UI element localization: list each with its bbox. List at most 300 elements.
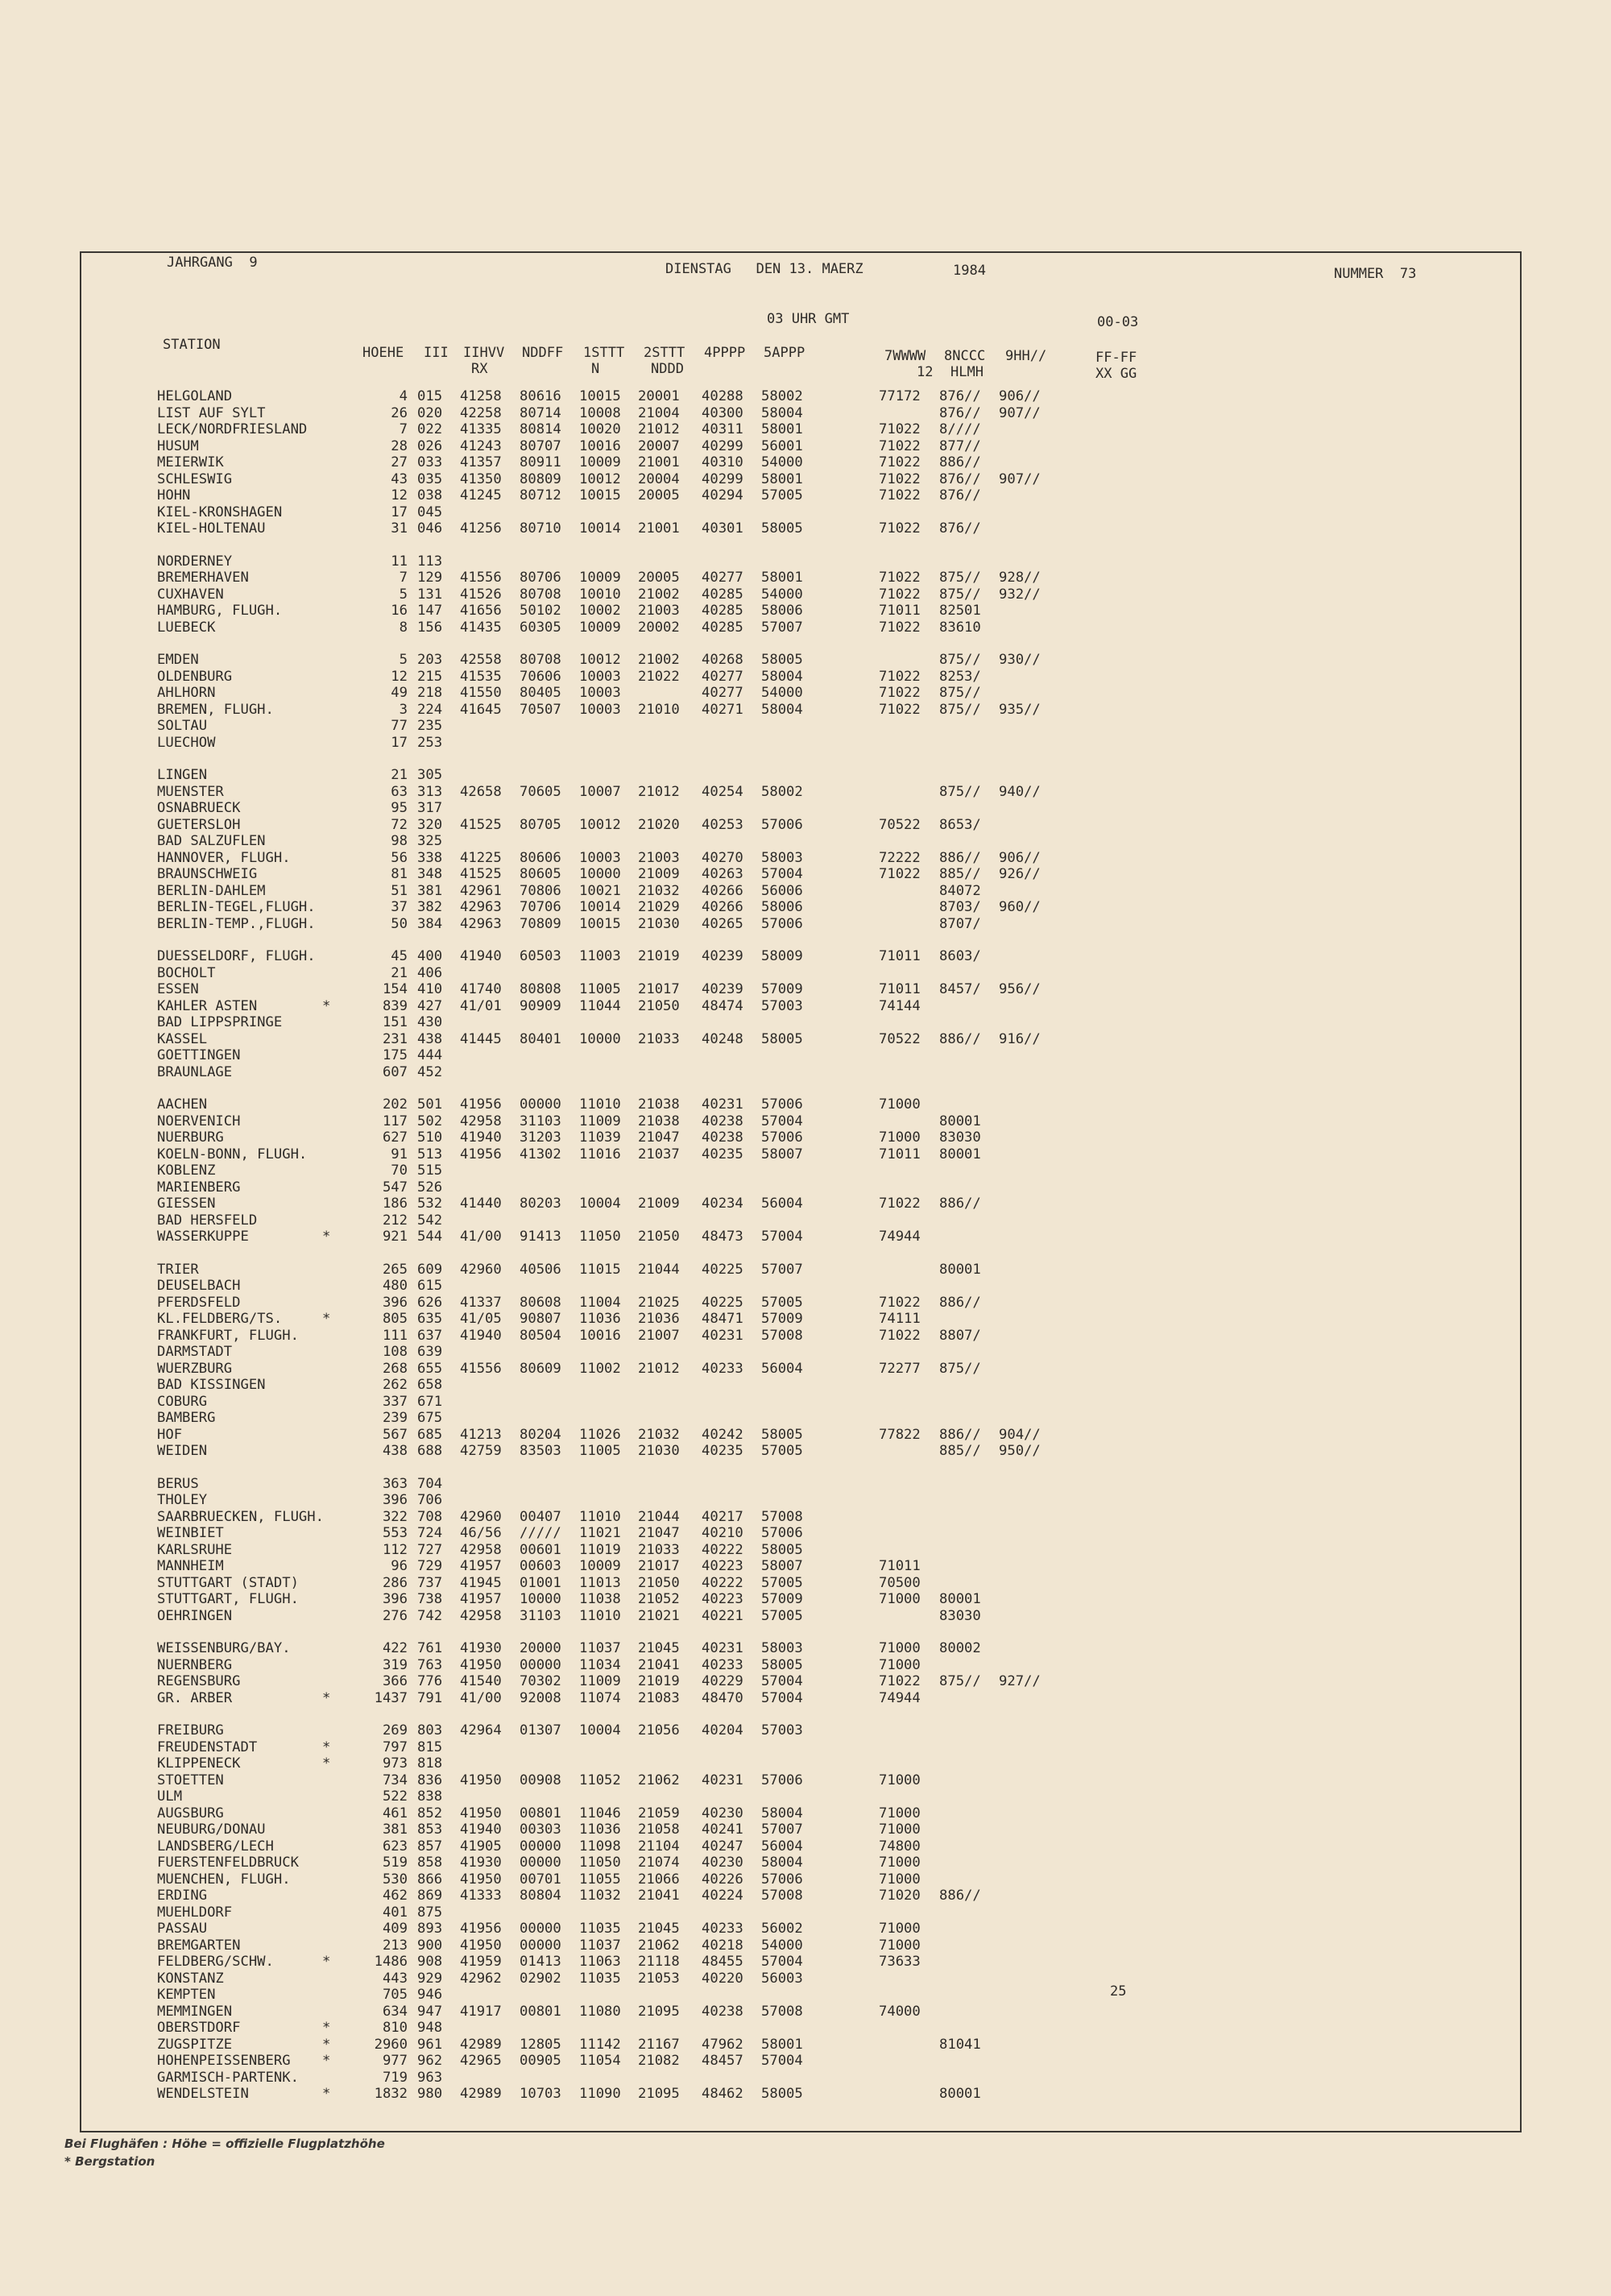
code-group-g4: 21033 bbox=[638, 1030, 680, 1047]
code-group-g1: 41956 bbox=[460, 1146, 502, 1163]
station-index: 501 bbox=[417, 1096, 443, 1113]
station-name: DARMSTADT bbox=[157, 1344, 233, 1360]
table-row bbox=[0, 553, 1611, 570]
table-row bbox=[0, 1443, 1611, 1459]
code-group-g2: 00801 bbox=[520, 1805, 561, 1821]
code-group-g2: 00000 bbox=[520, 1921, 561, 1937]
code-group-g6: 57005 bbox=[761, 487, 803, 504]
code-group-g2: 00603 bbox=[520, 1558, 561, 1574]
code-group-g4: 21062 bbox=[638, 1772, 680, 1788]
mountain-station-mark: * bbox=[322, 1954, 331, 1970]
code-group-g4: 21037 bbox=[638, 1146, 680, 1163]
code-group-g5: 40231 bbox=[702, 1772, 743, 1788]
code-group-g5: 48455 bbox=[702, 1954, 743, 1970]
code-group-g8: 886// bbox=[939, 849, 981, 866]
station-height: 276 bbox=[382, 1607, 408, 1624]
station-index: 022 bbox=[417, 421, 443, 437]
station-index: 026 bbox=[417, 437, 443, 454]
code-group-g3: 11074 bbox=[579, 1689, 621, 1706]
station-index: 776 bbox=[417, 1673, 443, 1689]
col-station: STATION bbox=[163, 337, 221, 353]
code-group-g7: 71022 bbox=[879, 866, 921, 882]
code-group-g3: 10020 bbox=[579, 421, 621, 437]
station-height: 3 bbox=[399, 701, 408, 718]
station-height: 2960 bbox=[374, 2036, 408, 2053]
station-index: 708 bbox=[417, 1508, 443, 1525]
code-group-g6: 56006 bbox=[761, 882, 803, 899]
code-group-g4: 21001 bbox=[638, 520, 680, 537]
station-name: PASSAU bbox=[157, 1921, 208, 1937]
code-group-g6: 57005 bbox=[761, 1574, 803, 1591]
code-group-g2: 80714 bbox=[520, 404, 561, 421]
station-index: 963 bbox=[417, 2069, 443, 2086]
code-group-g3: 11038 bbox=[579, 1591, 621, 1607]
code-group-g2: 01413 bbox=[520, 1954, 561, 1970]
code-group-g6: 57004 bbox=[761, 1229, 803, 1245]
col-iii: III bbox=[424, 345, 449, 361]
code-group-g4: 21104 bbox=[638, 1838, 680, 1855]
station-index: 838 bbox=[417, 1788, 443, 1805]
code-group-g2: 00905 bbox=[520, 2053, 561, 2069]
table-row bbox=[0, 504, 1611, 520]
volume-label: JAHRGANG 9 bbox=[167, 255, 258, 271]
table-row bbox=[0, 965, 1611, 981]
code-group-g4: 21050 bbox=[638, 1574, 680, 1591]
code-group-g5: 40229 bbox=[702, 1673, 743, 1689]
station-name: ZUGSPITZE bbox=[157, 2036, 233, 2053]
code-group-g2: 80401 bbox=[520, 1030, 561, 1047]
code-group-g4: 21002 bbox=[638, 652, 680, 668]
col-4pppp: 4PPPP bbox=[704, 345, 746, 361]
code-group-g1: 42962 bbox=[460, 1970, 502, 1987]
code-group-g7: 71000 bbox=[879, 1772, 921, 1788]
table-row bbox=[0, 1146, 1611, 1163]
code-group-g7: 71022 bbox=[879, 668, 921, 685]
station-index: 724 bbox=[417, 1525, 443, 1541]
table-row bbox=[0, 833, 1611, 849]
code-group-g1: 42963 bbox=[460, 899, 502, 915]
station-index: 763 bbox=[417, 1656, 443, 1673]
station-index: 869 bbox=[417, 1888, 443, 1904]
table-row bbox=[0, 487, 1611, 504]
code-group-g5: 40223 bbox=[702, 1591, 743, 1607]
code-group-g2: 40506 bbox=[520, 1261, 561, 1278]
code-group-g3: 11037 bbox=[579, 1640, 621, 1656]
code-group-g4: 21038 bbox=[638, 1096, 680, 1113]
code-group-g7: 71000 bbox=[879, 1855, 921, 1871]
station-height: 443 bbox=[382, 1970, 408, 1987]
code-group-g4: 20002 bbox=[638, 619, 680, 636]
table-row bbox=[0, 1509, 1611, 1525]
table-row bbox=[0, 1788, 1611, 1805]
station-name: LINGEN bbox=[157, 767, 208, 783]
table-row bbox=[0, 1971, 1611, 1987]
code-group-g5: 40301 bbox=[702, 520, 743, 537]
station-name: GUETERSLOH bbox=[157, 816, 241, 833]
code-group-g5: 48471 bbox=[702, 1311, 743, 1327]
station-height: 607 bbox=[382, 1063, 408, 1080]
station-height: 27 bbox=[391, 454, 408, 470]
mountain-station-mark: * bbox=[322, 1311, 331, 1327]
code-group-g1: 42558 bbox=[460, 652, 502, 668]
col-hoehe: HOEHE bbox=[362, 345, 404, 361]
code-group-g2: 80405 bbox=[520, 685, 561, 701]
station-name: MUENCHEN, FLUGH. bbox=[157, 1871, 291, 1888]
code-group-g5: 40235 bbox=[702, 1443, 743, 1459]
code-group-g2: 00908 bbox=[520, 1772, 561, 1788]
code-group-g2: 80712 bbox=[520, 487, 561, 504]
station-index: 836 bbox=[417, 1772, 443, 1788]
station-height: 623 bbox=[382, 1838, 408, 1855]
station-index: 235 bbox=[417, 718, 443, 734]
code-group-g2: 80504 bbox=[520, 1327, 561, 1344]
code-group-g5: 40221 bbox=[702, 1607, 743, 1624]
code-group-g2: 80705 bbox=[520, 816, 561, 833]
station-name: NUERBURG bbox=[157, 1129, 224, 1146]
code-group-g1: 42961 bbox=[460, 882, 502, 899]
code-group-g6: 58005 bbox=[761, 520, 803, 537]
code-group-g6: 56004 bbox=[761, 1838, 803, 1855]
code-group-g4: 20004 bbox=[638, 470, 680, 487]
station-name: BOCHOLT bbox=[157, 964, 216, 981]
code-group-g4: 20001 bbox=[638, 388, 680, 404]
code-group-g6: 57004 bbox=[761, 1954, 803, 1970]
code-group-g1: 41556 bbox=[460, 1360, 502, 1377]
station-index: 515 bbox=[417, 1163, 443, 1179]
code-group-g2: 80707 bbox=[520, 437, 561, 454]
code-group-g4: 21017 bbox=[638, 981, 680, 997]
code-group-g6: 58007 bbox=[761, 1146, 803, 1163]
station-height: 95 bbox=[391, 800, 408, 816]
station-height: 51 bbox=[391, 882, 408, 899]
code-group-g6: 57005 bbox=[761, 1607, 803, 1624]
code-group-g1: 41540 bbox=[460, 1673, 502, 1689]
station-height: 117 bbox=[382, 1113, 408, 1129]
code-group-g8: 886// bbox=[939, 1426, 981, 1443]
table-row bbox=[0, 1344, 1611, 1360]
station-height: 5 bbox=[399, 652, 408, 668]
station-height: 16 bbox=[391, 603, 408, 619]
station-index: 131 bbox=[417, 586, 443, 603]
table-row bbox=[0, 1739, 1611, 1755]
code-group-g9: 935// bbox=[999, 701, 1041, 718]
station-height: 719 bbox=[382, 2069, 408, 2086]
code-group-g6: 58004 bbox=[761, 668, 803, 685]
code-group-g6: 57004 bbox=[761, 1113, 803, 1129]
code-group-g7: 71022 bbox=[879, 1673, 921, 1689]
code-group-g5: 40231 bbox=[702, 1096, 743, 1113]
code-group-g8: 885// bbox=[939, 1443, 981, 1459]
station-index: 908 bbox=[417, 1954, 443, 1970]
table-row bbox=[0, 784, 1611, 800]
station-height: 21 bbox=[391, 964, 408, 981]
code-group-g2: 60305 bbox=[520, 619, 561, 636]
station-height: 462 bbox=[382, 1888, 408, 1904]
code-group-g1: 41950 bbox=[460, 1805, 502, 1821]
station-height: 49 bbox=[391, 685, 408, 701]
code-group-g7: 74144 bbox=[879, 997, 921, 1014]
code-group-g9: 956// bbox=[999, 981, 1041, 997]
code-group-g7: 71022 bbox=[879, 570, 921, 586]
col-iihvv: IIHVV bbox=[463, 345, 505, 361]
code-group-g6: 57008 bbox=[761, 1508, 803, 1525]
station-index: 858 bbox=[417, 1855, 443, 1871]
code-group-g6: 58001 bbox=[761, 570, 803, 586]
code-group-g1: 41556 bbox=[460, 570, 502, 586]
station-index: 406 bbox=[417, 964, 443, 981]
code-group-g2: 41302 bbox=[520, 1146, 561, 1163]
code-group-g5: 40225 bbox=[702, 1294, 743, 1311]
code-group-g3: 11009 bbox=[579, 1113, 621, 1129]
code-group-g5: 40220 bbox=[702, 1970, 743, 1987]
code-group-g5: 40225 bbox=[702, 1261, 743, 1278]
code-group-g2: 00000 bbox=[520, 1855, 561, 1871]
station-height: 154 bbox=[382, 981, 408, 997]
year-label: 1984 bbox=[953, 263, 986, 279]
code-group-g6: 57005 bbox=[761, 1294, 803, 1311]
station-height: 530 bbox=[382, 1871, 408, 1888]
code-group-g5: 40231 bbox=[702, 1640, 743, 1656]
code-group-g5: 40226 bbox=[702, 1871, 743, 1888]
code-group-g6: 58005 bbox=[761, 2086, 803, 2102]
station-name: OBERSTDORF bbox=[157, 2020, 241, 2036]
code-group-g3: 10009 bbox=[579, 619, 621, 636]
code-group-g4: 21056 bbox=[638, 1722, 680, 1739]
station-height: 98 bbox=[391, 833, 408, 849]
table-row bbox=[0, 1904, 1611, 1921]
table-row bbox=[0, 1525, 1611, 1541]
code-group-g3: 11021 bbox=[579, 1525, 621, 1541]
code-group-g6: 57004 bbox=[761, 2053, 803, 2069]
station-height: 396 bbox=[382, 1492, 408, 1508]
station-height: 213 bbox=[382, 1937, 408, 1954]
station-index: 224 bbox=[417, 701, 443, 718]
station-height: 50 bbox=[391, 915, 408, 932]
code-group-g2: 80911 bbox=[520, 454, 561, 470]
code-group-g3: 11037 bbox=[579, 1937, 621, 1954]
code-group-g7: 71022 bbox=[879, 421, 921, 437]
station-name: MANNHEIM bbox=[157, 1558, 224, 1574]
station-height: 480 bbox=[382, 1278, 408, 1294]
code-group-g5: 47962 bbox=[702, 2036, 743, 2053]
station-name: HANNOVER, FLUGH. bbox=[157, 849, 291, 866]
code-group-g4: 21044 bbox=[638, 1261, 680, 1278]
code-group-g6: 54000 bbox=[761, 586, 803, 603]
station-name: KEMPTEN bbox=[157, 1987, 216, 2003]
station-height: 319 bbox=[382, 1656, 408, 1673]
code-group-g2: 80708 bbox=[520, 652, 561, 668]
code-group-g6: 58001 bbox=[761, 470, 803, 487]
station-index: 866 bbox=[417, 1871, 443, 1888]
code-group-g5: 40233 bbox=[702, 1360, 743, 1377]
station-name: BRAUNLAGE bbox=[157, 1063, 233, 1080]
code-group-g3: 11015 bbox=[579, 1261, 621, 1278]
station-height: 186 bbox=[382, 1196, 408, 1212]
code-group-g7: 71000 bbox=[879, 1871, 921, 1888]
station-index: 761 bbox=[417, 1640, 443, 1656]
code-group-g4: 21045 bbox=[638, 1921, 680, 1937]
table-row bbox=[0, 620, 1611, 636]
code-group-g1: 41243 bbox=[460, 437, 502, 454]
code-group-g6: 58007 bbox=[761, 1558, 803, 1574]
table-row bbox=[0, 1410, 1611, 1426]
code-group-g2: 00407 bbox=[520, 1508, 561, 1525]
code-group-g1: 42989 bbox=[460, 2086, 502, 2102]
code-group-g3: 11032 bbox=[579, 1888, 621, 1904]
code-group-g1: 41940 bbox=[460, 1821, 502, 1838]
code-group-g6: 57003 bbox=[761, 1722, 803, 1739]
station-name: FREUDENSTADT bbox=[157, 1739, 258, 1755]
code-group-g2: 00000 bbox=[520, 1656, 561, 1673]
station-height: 212 bbox=[382, 1212, 408, 1229]
code-group-g7: 77172 bbox=[879, 388, 921, 404]
code-group-g5: 48457 bbox=[702, 2053, 743, 2069]
code-group-g6: 58006 bbox=[761, 603, 803, 619]
code-group-g7: 71000 bbox=[879, 1921, 921, 1937]
code-group-g1: 41245 bbox=[460, 487, 502, 504]
station-height: 627 bbox=[382, 1129, 408, 1146]
station-index: 637 bbox=[417, 1327, 443, 1344]
code-group-g5: 40248 bbox=[702, 1030, 743, 1047]
station-height: 17 bbox=[391, 734, 408, 751]
mountain-station-mark: * bbox=[322, 2020, 331, 2036]
table-row bbox=[0, 1954, 1611, 1970]
code-group-g4: 21004 bbox=[638, 404, 680, 421]
table-row bbox=[0, 1047, 1611, 1063]
station-name: WEIDEN bbox=[157, 1443, 208, 1459]
table-row bbox=[0, 1542, 1611, 1558]
station-height: 28 bbox=[391, 437, 408, 454]
code-group-g1: 41956 bbox=[460, 1921, 502, 1937]
col-ff-ff-sub: XX GG bbox=[1095, 366, 1137, 382]
station-index: 893 bbox=[417, 1921, 443, 1937]
station-index: 348 bbox=[417, 866, 443, 882]
code-group-g5: 40266 bbox=[702, 899, 743, 915]
station-index: 818 bbox=[417, 1755, 443, 1772]
code-group-g9: 926// bbox=[999, 866, 1041, 882]
code-group-g6: 56001 bbox=[761, 437, 803, 454]
code-group-g3: 10000 bbox=[579, 1030, 621, 1047]
station-name: STUTTGART (STADT) bbox=[157, 1574, 299, 1591]
station-name: HUSUM bbox=[157, 437, 199, 454]
code-group-g1: 41333 bbox=[460, 1888, 502, 1904]
code-group-g4: 21021 bbox=[638, 1607, 680, 1624]
station-name: HAMBURG, FLUGH. bbox=[157, 603, 283, 619]
code-group-g6: 57004 bbox=[761, 1689, 803, 1706]
code-group-g8: 875// bbox=[939, 652, 981, 668]
table-row bbox=[0, 1987, 1611, 2003]
code-group-g6: 54000 bbox=[761, 685, 803, 701]
table-row bbox=[0, 520, 1611, 537]
code-group-g5: 48474 bbox=[702, 997, 743, 1014]
code-group-g6: 58004 bbox=[761, 1805, 803, 1821]
table-row bbox=[0, 1361, 1611, 1377]
code-group-g8: 877// bbox=[939, 437, 981, 454]
code-group-g1: 41956 bbox=[460, 1096, 502, 1113]
station-name: SCHLESWIG bbox=[157, 470, 233, 487]
station-height: 422 bbox=[382, 1640, 408, 1656]
code-group-g9: 960// bbox=[999, 899, 1041, 915]
station-index: 320 bbox=[417, 816, 443, 833]
code-group-g5: 48462 bbox=[702, 2086, 743, 2102]
station-name: KLIPPENECK bbox=[157, 1755, 241, 1772]
code-group-g5: 40204 bbox=[702, 1722, 743, 1739]
code-group-g2: 80708 bbox=[520, 586, 561, 603]
code-group-g1: 41/01 bbox=[460, 997, 502, 1014]
table-row bbox=[0, 669, 1611, 685]
code-group-g6: 57007 bbox=[761, 619, 803, 636]
code-group-g8: 80001 bbox=[939, 1113, 981, 1129]
code-group-g8: 876// bbox=[939, 470, 981, 487]
code-group-g9: 916// bbox=[999, 1030, 1041, 1047]
code-group-g8: 886// bbox=[939, 1030, 981, 1047]
station-name: BERLIN-DAHLEM bbox=[157, 882, 266, 899]
station-height: 5 bbox=[399, 586, 408, 603]
code-group-g8: 876// bbox=[939, 487, 981, 504]
station-index: 609 bbox=[417, 1261, 443, 1278]
table-row bbox=[0, 2053, 1611, 2069]
code-group-g3: 11013 bbox=[579, 1574, 621, 1591]
station-index: 325 bbox=[417, 833, 443, 849]
table-row bbox=[0, 1295, 1611, 1311]
station-name: BERUS bbox=[157, 1475, 199, 1492]
code-group-g4: 21019 bbox=[638, 948, 680, 964]
code-group-g5: 40299 bbox=[702, 470, 743, 487]
table-row bbox=[0, 1921, 1611, 1937]
station-height: 26 bbox=[391, 404, 408, 421]
station-height: 21 bbox=[391, 767, 408, 783]
station-name: FELDBERG/SCHW. bbox=[157, 1954, 274, 1970]
code-group-g4: 21047 bbox=[638, 1129, 680, 1146]
code-group-g5: 40285 bbox=[702, 586, 743, 603]
station-name: MUENSTER bbox=[157, 783, 224, 800]
code-group-g6: 57009 bbox=[761, 981, 803, 997]
code-group-g4: 21041 bbox=[638, 1888, 680, 1904]
table-row bbox=[0, 1328, 1611, 1344]
code-group-g5: 40222 bbox=[702, 1541, 743, 1558]
code-group-g1: 42960 bbox=[460, 1261, 502, 1278]
table-row bbox=[0, 685, 1611, 701]
code-group-g6: 56003 bbox=[761, 1970, 803, 1987]
table-row bbox=[0, 421, 1611, 437]
table-row bbox=[0, 702, 1611, 718]
station-height: 366 bbox=[382, 1673, 408, 1689]
code-group-g4: 21036 bbox=[638, 1311, 680, 1327]
station-name: KAHLER ASTEN bbox=[157, 997, 258, 1014]
station-height: 11 bbox=[391, 553, 408, 570]
code-group-g3: 11003 bbox=[579, 948, 621, 964]
station-name: KOELN-BONN, FLUGH. bbox=[157, 1146, 308, 1163]
mountain-station-mark: * bbox=[322, 2036, 331, 2053]
station-height: 112 bbox=[382, 1541, 408, 1558]
station-name: AHLHORN bbox=[157, 685, 216, 701]
code-group-g2: 80814 bbox=[520, 421, 561, 437]
code-group-g3: 11039 bbox=[579, 1129, 621, 1146]
code-group-g5: 40263 bbox=[702, 866, 743, 882]
table-row bbox=[0, 1657, 1611, 1673]
table-row bbox=[0, 2086, 1611, 2102]
station-index: 704 bbox=[417, 1475, 443, 1492]
station-index: 038 bbox=[417, 487, 443, 504]
code-group-g5: 40238 bbox=[702, 2003, 743, 2020]
code-group-g2: 80609 bbox=[520, 1360, 561, 1377]
station-name: KONSTANZ bbox=[157, 1970, 224, 1987]
code-group-g2: 00601 bbox=[520, 1541, 561, 1558]
code-group-g5: 40253 bbox=[702, 816, 743, 833]
code-group-g7: 72277 bbox=[879, 1360, 921, 1377]
code-group-g2: 90807 bbox=[520, 1311, 561, 1327]
code-group-g8: 80001 bbox=[939, 2086, 981, 2102]
